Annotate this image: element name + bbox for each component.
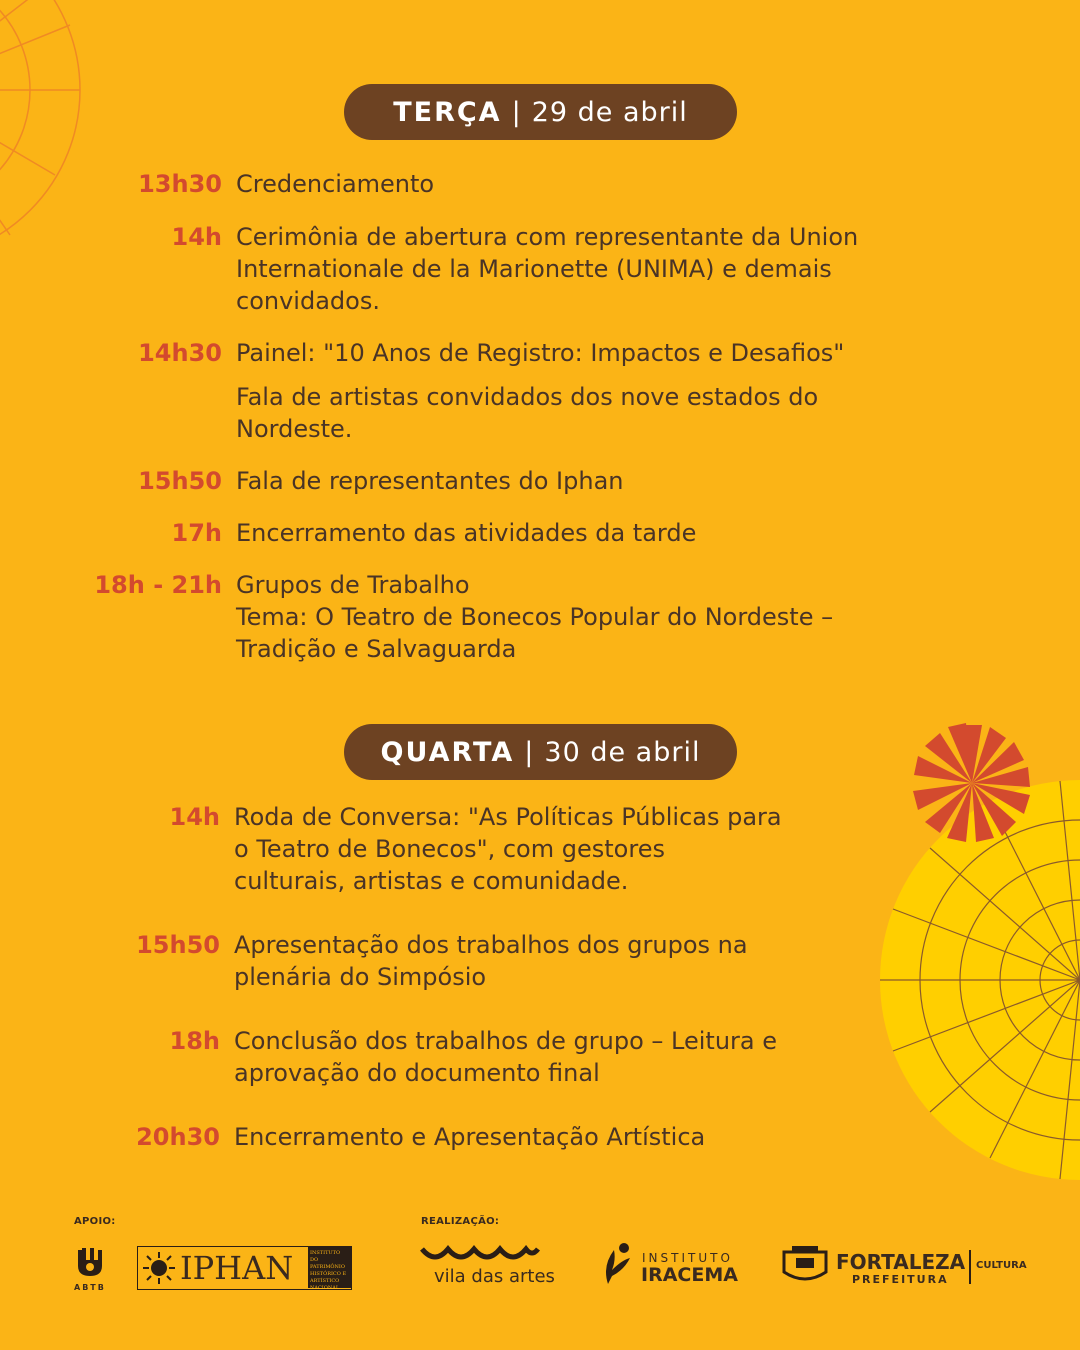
item-time: 18h bbox=[169, 1027, 220, 1055]
fortaleza-crest-icon bbox=[778, 1242, 832, 1286]
item-description: Internationale de la Marionette (UNIMA) e demais bbox=[236, 255, 832, 283]
iracema-text: IRACEMA bbox=[641, 1264, 738, 1286]
realizacao-label: REALIZAÇÃO: bbox=[421, 1216, 500, 1227]
item-time: 15h50 bbox=[138, 467, 222, 495]
item-description: Credenciamento bbox=[236, 170, 435, 198]
item-description: Grupos de Trabalho bbox=[236, 571, 470, 599]
item-time: 14h bbox=[171, 223, 222, 251]
apoio-label: APOIO: bbox=[74, 1216, 116, 1227]
item-description: Tema: O Teatro de Bonecos Popular do Nordeste – bbox=[236, 603, 834, 631]
item-description: Encerramento e Apresentação Artística bbox=[234, 1123, 706, 1151]
cultura-text: CULTURA bbox=[976, 1260, 1027, 1271]
item-description: Roda de Conversa: "As Políticas Públicas para bbox=[234, 803, 782, 831]
iphan-subtitle-box bbox=[308, 1247, 351, 1291]
item-time: 18h - 21h bbox=[94, 571, 222, 599]
iphan-logo bbox=[137, 1246, 352, 1290]
item-description: Apresentação dos trabalhos dos grupos na bbox=[234, 931, 748, 959]
item-time: 13h30 bbox=[138, 170, 222, 198]
item-description: Painel: "10 Anos de Registro: Impactos e Desafios" bbox=[236, 339, 845, 367]
day1-date: 29 de abril bbox=[531, 96, 688, 128]
item-description: Fala de representantes do Iphan bbox=[236, 467, 624, 495]
item-description: plenária do Simpósio bbox=[234, 963, 487, 991]
item-description: Nordeste. bbox=[236, 415, 353, 443]
item-description: Cerimônia de abertura com representante da Union bbox=[236, 223, 859, 251]
item-description: convidados. bbox=[236, 287, 380, 315]
iphan-subtitle-line: HISTÓRICO E bbox=[310, 1271, 347, 1277]
item-description: Conclusão dos trabalhos de grupo – Leitura e bbox=[234, 1027, 778, 1055]
vila-das-artes-text: vila das artes bbox=[434, 1266, 555, 1287]
item-time: 17h bbox=[171, 519, 222, 547]
abtb-logo-text: ABTB bbox=[74, 1283, 106, 1292]
fortaleza-text: FORTALEZA bbox=[836, 1250, 966, 1274]
sunburst-decoration bbox=[913, 723, 1030, 842]
vila-das-artes-icon bbox=[420, 1245, 540, 1267]
abtb-logo-icon bbox=[72, 1244, 108, 1280]
day1-separator: | bbox=[511, 96, 522, 128]
day2-header-pill bbox=[344, 724, 737, 780]
iphan-subtitle-line: NACIONAL bbox=[310, 1285, 340, 1291]
day1-weekday: TERÇA bbox=[393, 96, 502, 128]
iphan-subtitle-line: INSTITUTO DO bbox=[310, 1250, 341, 1263]
item-description: Encerramento das atividades da tarde bbox=[236, 519, 697, 547]
iphan-subtitle-line: PATRIMÔNIO bbox=[310, 1264, 345, 1270]
day1-header-pill bbox=[344, 84, 737, 140]
item-description: Tradição e Salvaguarda bbox=[236, 635, 517, 663]
instituto-text: INSTITUTO bbox=[642, 1251, 733, 1265]
item-description: o Teatro de Bonecos", com gestores bbox=[234, 835, 665, 863]
iracema-leaf-icon bbox=[600, 1240, 636, 1286]
item-description: Fala de artistas convidados dos nove estados do bbox=[236, 383, 819, 411]
day2-separator: | bbox=[524, 736, 535, 768]
item-time: 20h30 bbox=[136, 1123, 220, 1151]
iphan-subtitle-line: ARTÍSTICO bbox=[310, 1278, 340, 1284]
prefeitura-text: PREFEITURA bbox=[852, 1273, 949, 1286]
day2-date: 30 de abril bbox=[544, 736, 701, 768]
item-time: 14h bbox=[169, 803, 220, 831]
fortaleza-divider bbox=[969, 1250, 971, 1284]
iphan-logo-text: IPHAN bbox=[180, 1249, 294, 1287]
item-description: aprovação do documento final bbox=[234, 1059, 600, 1087]
item-description: culturais, artistas e comunidade. bbox=[234, 867, 629, 895]
sun-icon bbox=[142, 1251, 176, 1285]
day2-weekday: QUARTA bbox=[380, 736, 515, 768]
item-time: 15h50 bbox=[136, 931, 220, 959]
item-time: 14h30 bbox=[138, 339, 222, 367]
